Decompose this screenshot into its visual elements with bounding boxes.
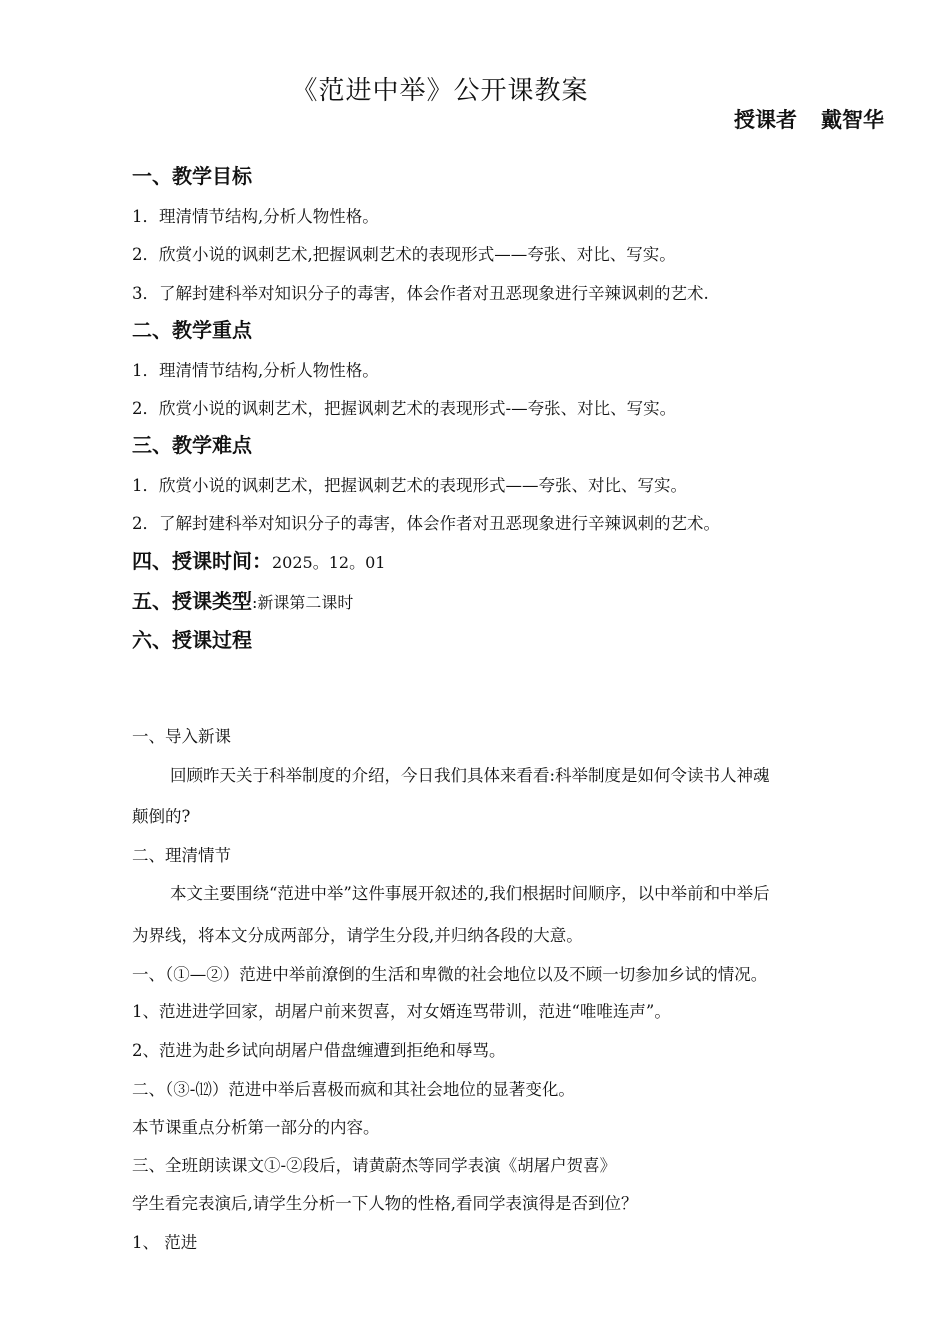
body-line: 1、范进进学回家，胡屠户前来贺喜，对女婿连骂带训，范进“唯唯连声”。 (132, 1002, 671, 1021)
body-line: 2、范进为赴乡试向胡屠户借盘缠遭到拒绝和辱骂。 (132, 1041, 506, 1060)
body-line: 本节课重点分析第一部分的内容。 (132, 1118, 380, 1137)
type-value: :新课第二课时 (252, 593, 354, 612)
type-label: 五、授课类型 (132, 589, 252, 613)
author-line (734, 104, 884, 134)
body-line: 二、理清情节 (132, 846, 231, 865)
difficulty-item: 1．欣赏小说的讽刺艺术，把握讽刺艺术的表现形式——夸张、对比、写实。 (132, 476, 687, 495)
time-value: 2025。12。01 (272, 553, 386, 572)
body-line: 学生看完表演后,请学生分析一下人物的性格,看同学表演得是否到位？ (132, 1194, 638, 1213)
body-line: 回顾昨天关于科举制度的介绍，今日我们具体来看看:科举制度是如何令读书人神魂 (170, 766, 770, 785)
goal-item: 1．理清情节结构,分析人物性格。 (132, 207, 379, 226)
key-point-item: 1．理清情节结构,分析人物性格。 (132, 361, 379, 380)
body-line: 本文主要围绕“范进中举”这件事展开叙述的,我们根据时间顺序，以中举前和中举后 (170, 884, 770, 903)
body-line: 为界线，将本文分成两部分，请学生分段,并归纳各段的大意。 (132, 926, 583, 945)
goal-item: 2．欣赏小说的讽刺艺术,把握讽刺艺术的表现形式——夸张、对比、写实。 (132, 245, 676, 264)
key-point-item: 2．欣赏小说的讽刺艺术，把握讽刺艺术的表现形式-—夸张、对比、写实。 (132, 399, 677, 418)
process-heading: 六、授课过程 (132, 628, 252, 652)
body-line: 一、导入新课 (132, 727, 231, 746)
document-title: 《范进中举》公开课教案 (291, 76, 589, 106)
author-name: 戴智华 (821, 108, 884, 132)
body-line: 颠倒的? (132, 807, 191, 826)
body-line: 二、（③-⑿）范进中举后喜极而疯和其社会地位的显著变化。 (132, 1080, 575, 1099)
type-heading (132, 585, 353, 614)
time-heading (132, 545, 385, 574)
goal-item: 3．了解封建科举对知识分子的毒害，体会作者对丑恶现象进行辛辣讽刺的艺术. (132, 284, 709, 303)
goals-heading: 一、教学目标 (132, 164, 252, 188)
author-label: 授课者 (734, 108, 797, 132)
difficulties-heading: 三、教学难点 (132, 433, 252, 457)
difficulty-item: 2．了解封建科举对知识分子的毒害，体会作者对丑恶现象进行辛辣讽刺的艺术。 (132, 514, 720, 533)
key-points-heading: 二、教学重点 (132, 318, 252, 342)
body-line: 三、全班朗读课文①-②段后，请黄蔚杰等同学表演《胡屠户贺喜》 (132, 1156, 617, 1175)
body-line: 1、 范进 (132, 1233, 198, 1252)
time-label: 四、授课时间： (132, 549, 272, 573)
body-line: 一、（①—②）范进中举前潦倒的生活和卑微的社会地位以及不顾一切参加乡试的情况。 (132, 965, 768, 984)
